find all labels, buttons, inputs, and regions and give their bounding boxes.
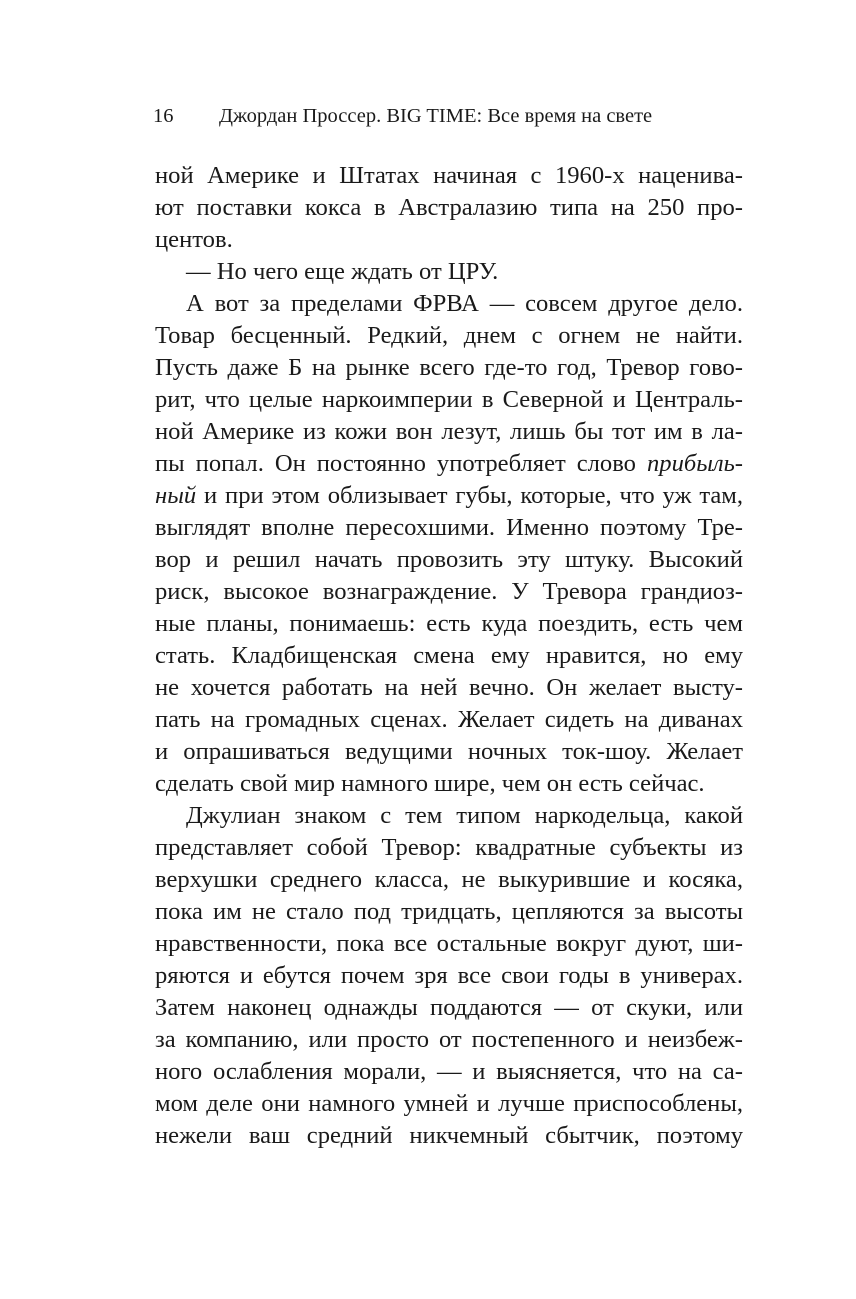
running-head bbox=[153, 103, 743, 129]
italic-word: прибыль- bbox=[646, 450, 743, 477]
text-line: представляет собой Тревор: квадратные субъекты из bbox=[155, 834, 743, 861]
text-line: ют поставки кокса в Австралазию типа на 250 про- bbox=[155, 194, 743, 221]
text-line: сделать свой мир намного шире, чем он есть сейчас. bbox=[155, 770, 705, 797]
text-line: А вот за пределами ФРВА — совсем другое дело. bbox=[186, 290, 743, 317]
text-line: мом деле они намного умней и лучше приспособлены, bbox=[155, 1090, 743, 1117]
text-line: пать на громадных сценах. Желает сидеть на диванах bbox=[155, 706, 743, 733]
text-line: Пусть даже Б на рынке всего где-то год, Тревор гово- bbox=[155, 354, 743, 381]
text-line: выглядят вполне пересохшими. Именно поэтому Тре- bbox=[155, 514, 743, 541]
running-title: Джордан Проссер. BIG TIME: Все время на свете bbox=[219, 105, 653, 127]
dialog-line: — Но чего еще ждать от ЦРУ. bbox=[186, 258, 499, 285]
text-line: центов. bbox=[155, 226, 233, 253]
body-text bbox=[155, 160, 743, 1152]
text-line: и опрашиваться ведущими ночных ток-шоу. Желает bbox=[155, 738, 743, 765]
page-number: 16 bbox=[153, 105, 174, 127]
text-line: риск, высокое вознаграждение. У Тревора грандиоз- bbox=[155, 578, 743, 605]
text-line: стать. Кладбищенская смена ему нравится, но ему bbox=[155, 642, 743, 669]
text-line: нежели ваш средний никчемный сбытчик, поэтому bbox=[155, 1122, 743, 1149]
text-line: за компанию, или просто от постепенного и неизбеж- bbox=[155, 1026, 743, 1053]
text-segment: пы попал. Он постоянно употребляет слово bbox=[155, 450, 636, 477]
text-line: ного ослабления морали, — и выясняется, что на са- bbox=[155, 1058, 743, 1085]
italic-word: ный bbox=[155, 482, 197, 509]
text-line: рит, что целые наркоимперии в Северной и Централь- bbox=[155, 386, 743, 413]
text-line: Джулиан знаком с тем типом наркодельца, какой bbox=[186, 802, 743, 829]
text-line: ные планы, понимаешь: есть куда поездить, есть чем bbox=[155, 610, 743, 637]
text-line: верхушки среднего класса, не выкурившие и косяка, bbox=[155, 866, 743, 893]
text-line: ряются и ебутся почем зря все свои годы в универах. bbox=[155, 962, 743, 989]
text-line: ной Америке и Штатах начиная с 1960-х наценива- bbox=[155, 162, 743, 189]
text-line: нравственности, пока все остальные вокруг дуют, ши- bbox=[155, 930, 743, 957]
text-line: пока им не стало под тридцать, цепляются за высоты bbox=[155, 898, 743, 925]
text-line: Затем наконец однажды поддаются — от скуки, или bbox=[155, 994, 743, 1021]
text-line: Товар бесценный. Редкий, днем с огнем не найти. bbox=[155, 322, 743, 349]
text-line: ной Америке из кожи вон лезут, лишь бы тот им в ла- bbox=[155, 418, 743, 445]
text-line: не хочется работать на ней вечно. Он желает высту- bbox=[155, 674, 743, 701]
text-line bbox=[155, 448, 743, 480]
text-line bbox=[155, 480, 743, 512]
text-segment: и при этом облизывает губы, которые, что уж там, bbox=[196, 482, 743, 509]
text-line: вор и решил начать провозить эту штуку. Высокий bbox=[155, 546, 743, 573]
